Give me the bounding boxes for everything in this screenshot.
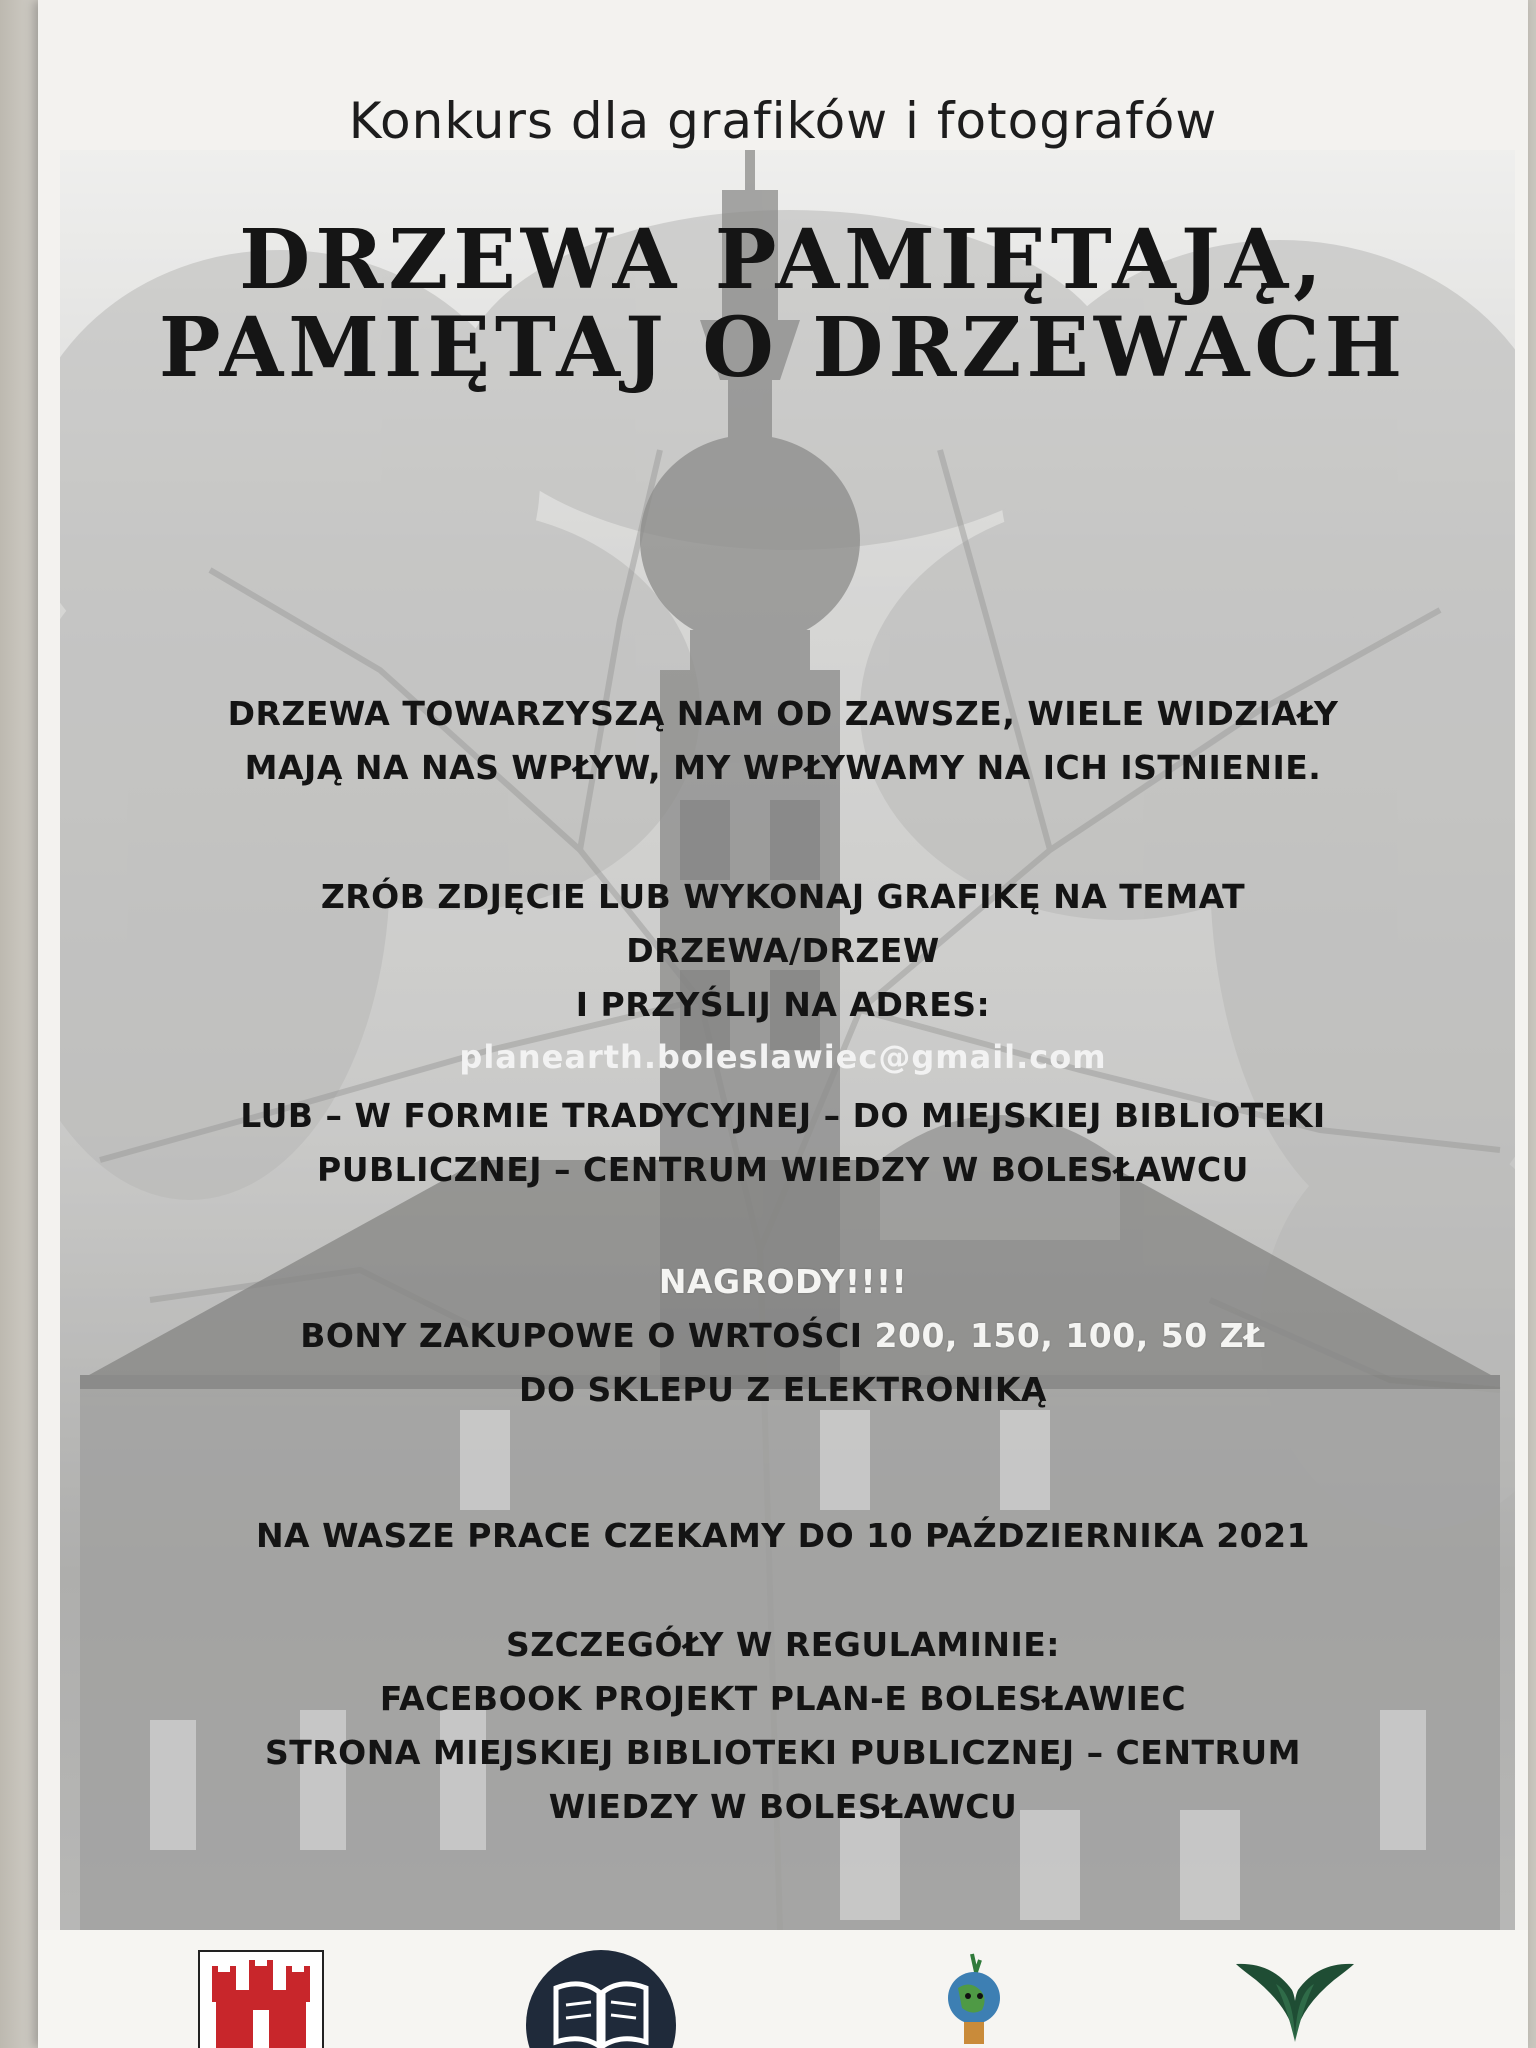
task-line-3: I PRZYŚLIJ NA ADRES: <box>575 985 991 1024</box>
open-book-icon <box>526 1950 676 2048</box>
alternative-delivery-line-2: PUBLICZNEJ – CENTRUM WIEDZY W BOLESŁAWCU <box>317 1150 1249 1189</box>
poster-title-line-1: DRZEWA PAMIĘTAJĄ, <box>239 212 1327 308</box>
prizes-amounts: 200, 150, 100, 50 ZŁ <box>874 1316 1266 1355</box>
poster-title-line-2: PAMIĘTAJ O DRZEWACH <box>158 300 1408 396</box>
leaves-icon <box>1236 1950 1354 2048</box>
intro-line-2: MAJĄ NA NAS WPŁYW, MY WPŁYWAMY NA ICH ISTNIENIE. <box>244 748 1322 787</box>
city-coat-of-arms-icon <box>198 1950 324 2048</box>
details-line-3: STRONA MIEJSKIEJ BIBLIOTEKI PUBLICZNEJ – CENTRUM <box>264 1733 1302 1772</box>
prizes-prefix: BONY ZAKUPOWE O WRTOŚCI <box>300 1316 875 1355</box>
alternative-delivery-line-1: LUB – W FORMIE TRADYCYJNEJ – DO MIEJSKIEJ BIBLIOTEKI <box>240 1096 1326 1135</box>
poster-subtitle: Konkurs dla grafików i fotografów <box>348 92 1218 150</box>
prizes-heading: NAGRODY!!!! <box>658 1262 908 1301</box>
task-line-2: DRZEWA/DRZEW <box>626 931 940 970</box>
intro-line-1: DRZEWA TOWARZYSZĄ NAM OD ZAWSZE, WIELE WIDZIAŁY <box>227 694 1339 733</box>
details-line-4: WIEDZY W BOLESŁAWCU <box>548 1787 1018 1826</box>
prizes-line-1 <box>38 1316 1528 1355</box>
contact-email: planearth.boleslawiec@gmail.com <box>459 1038 1107 1076</box>
sponsor-logos-strip <box>38 1930 1528 2048</box>
deadline-text: NA WASZE PRACE CZEKAMY DO 10 PAŹDZIERNIKA 2021 <box>255 1516 1311 1555</box>
task-line-1: ZRÓB ZDJĘCIE LUB WYKONAJ GRAFIKĘ NA TEMAT <box>320 877 1246 916</box>
details-line-2: FACEBOOK PROJEKT PLAN-E BOLESŁAWIEC <box>379 1679 1187 1718</box>
details-line-1: SZCZEGÓŁY W REGULAMINIE: <box>505 1625 1060 1664</box>
wall-background <box>0 0 40 2048</box>
poster <box>38 0 1528 2048</box>
prizes-line-2: DO SKLEPU Z ELEKTRONIKĄ <box>519 1370 1047 1409</box>
earth-character-icon <box>936 1950 1012 2048</box>
